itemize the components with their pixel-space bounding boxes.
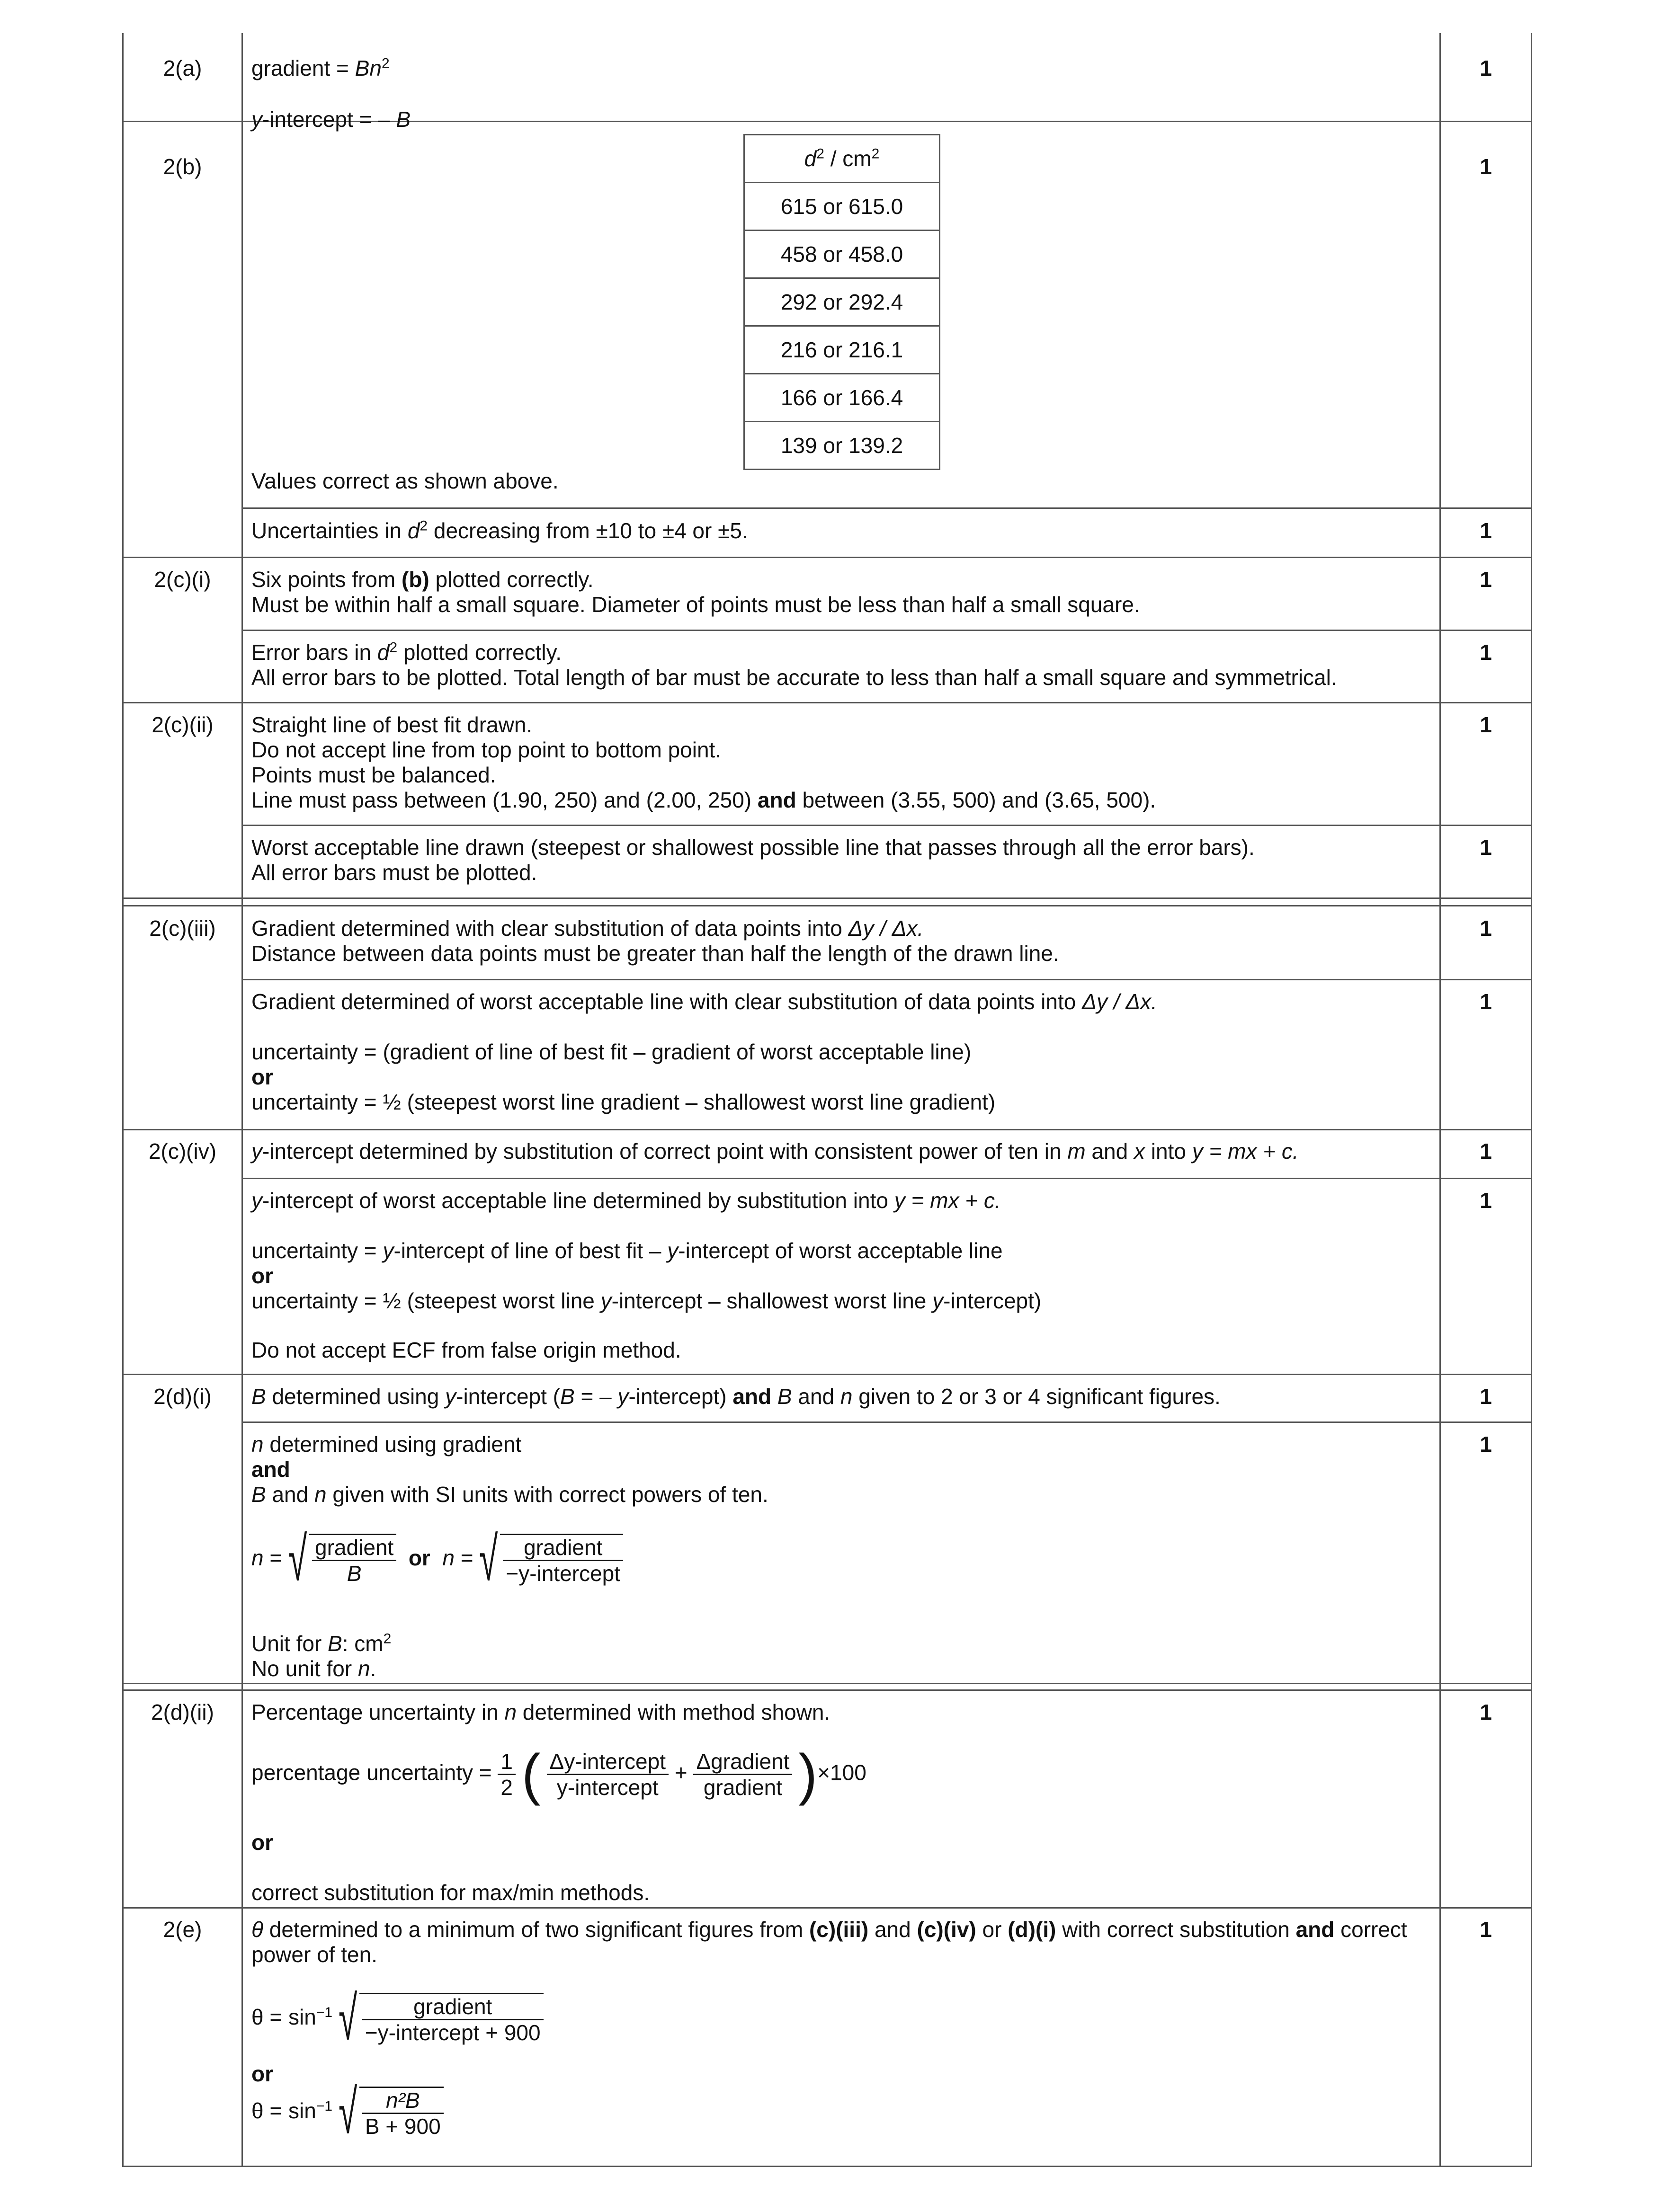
criterion-text: Gradient determined with clear substitution of data points into Δy / Δx.	[251, 916, 924, 941]
gradient-expression: gradient = $Bn^2$	[251, 55, 390, 80]
row-divider	[124, 1907, 1531, 1909]
criterion-text: Do not accept line from top point to bottom point.	[251, 737, 722, 762]
values-note: Values correct as shown above.	[251, 469, 559, 493]
mark-scheme-table	[122, 33, 1532, 2167]
criterion-text: uncertainty = ½ (steepest worst line gradient – shallowest worst line gradient)	[251, 1090, 996, 1114]
criterion-text: Worst acceptable line drawn (steepest or shallowest possible line that passes through all the error bars).	[251, 835, 1255, 860]
row-divider	[124, 557, 1531, 558]
criterion-text: Must be within half a small square. Diameter of points must be less than half a small square.	[251, 592, 1140, 617]
criterion-text: B and n given with SI units with correct powers of ten.	[251, 1482, 768, 1507]
mark-value: 1	[1480, 712, 1492, 737]
criterion-text: power of ten.	[251, 1942, 377, 1967]
mark-value: 1	[1480, 640, 1492, 665]
criterion-text: uncertainty = ½ (steepest worst line y-intercept – shallowest worst line y-intercept)	[251, 1288, 1042, 1313]
row-divider	[124, 1129, 1531, 1130]
row-divider	[124, 1689, 1531, 1691]
question-label: 2(d)(ii)	[151, 1700, 214, 1724]
subrow-divider	[241, 507, 1531, 509]
mark-value: 1	[1480, 56, 1492, 80]
question-label: 2(b)	[163, 154, 202, 179]
mark-value: 1	[1480, 916, 1492, 941]
d2-table-cell: 292 or 292.4	[745, 279, 939, 327]
theta-formula-1: $\theta = \sin^{-1}$ √ $\frac{\text{gradient}}{\text{−y-intercept + 900}}$	[251, 1993, 544, 2045]
mark-value: 1	[1480, 1700, 1492, 1724]
or-connector: or	[251, 2061, 273, 2086]
criterion-text: B determined using y-intercept (B = – y-intercept) and B and n given to 2 or 3 or 4 significant figures.	[251, 1384, 1221, 1409]
question-label: 2(c)(i)	[154, 567, 211, 592]
criterion-text: All error bars must be plotted.	[251, 860, 537, 885]
or-connector: or	[251, 1065, 273, 1089]
d2-table-cell: 615 or 615.0	[745, 183, 939, 231]
subrow-divider	[241, 979, 1531, 980]
mark-value: 1	[1480, 567, 1492, 592]
criterion-text: uncertainty = (gradient of line of best fit – gradient of worst acceptable line)	[251, 1039, 972, 1064]
row-divider	[124, 702, 1531, 703]
mark-value: 1	[1480, 1917, 1492, 1942]
subrow-divider	[241, 1178, 1531, 1179]
row-divider	[124, 1374, 1531, 1375]
unit-note: Unit for B: $cm^2$	[251, 1631, 392, 1656]
d2-table-cell: 139 or 139.2	[745, 422, 939, 470]
d2-table-cell: 458 or 458.0	[745, 231, 939, 279]
criterion-text: correct substitution for max/min methods.	[251, 1880, 650, 1905]
n-formula: n = √ $\frac{\text{gradient}}{B}$ or n = √ $\frac{\text{gradient}}{\text{−y-intercept}}$	[251, 1534, 623, 1586]
theta-formula-2: $\theta = \sin^{-1}$ √ $\frac{\text{n²B}}{B + 900}$	[251, 2087, 444, 2139]
question-label: 2(c)(iii)	[149, 916, 216, 941]
d2-values-table	[743, 134, 940, 470]
question-label: 2(d)(i)	[153, 1384, 212, 1409]
criterion-text: y-intercept determined by substitution of correct point with consistent power of ten in m and x into y = mx + c.	[251, 1139, 1299, 1164]
question-label: 2(e)	[163, 1917, 202, 1942]
mark-value: 1	[1480, 1139, 1492, 1164]
question-label: 2(c)(ii)	[152, 712, 214, 737]
row-divider	[124, 905, 1531, 906]
y-intercept-expression: y-intercept = – B	[251, 107, 411, 132]
and-connector: and	[251, 1457, 290, 1482]
or-connector: or	[251, 1830, 273, 1855]
uncertainty-statement: Uncertainties in $d^2$ decreasing from ±10 to ±4 or ±5.	[251, 518, 748, 543]
subrow-divider	[241, 1421, 1531, 1423]
mark-value: 1	[1480, 154, 1492, 179]
d2-table-cell: 166 or 166.4	[745, 374, 939, 422]
percentage-uncertainty-formula: percentage uncertainty = $\frac{1}{2}$ ( $\frac{\text{Δy-intercept}}{\text{y-intercept}}$ + $\frac{\text{Δgradient}}{\text{gradient}}$ )×100	[251, 1742, 866, 1806]
criterion-text: Error bars in $d^2$ plotted correctly.	[251, 640, 562, 665]
column-divider	[241, 33, 243, 2166]
mark-value: 1	[1480, 518, 1492, 543]
criterion-text: Points must be balanced.	[251, 763, 496, 787]
question-label: 2(c)(iv)	[148, 1139, 217, 1164]
criterion-text: Percentage uncertainty in n determined with method shown.	[251, 1700, 830, 1724]
d2-table-cell: 216 or 216.1	[745, 327, 939, 374]
criterion-text: Straight line of best fit drawn.	[251, 712, 533, 737]
row-divider	[124, 897, 1531, 899]
column-divider	[1439, 33, 1441, 2166]
unit-note: No unit for n.	[251, 1656, 376, 1681]
criterion-text: Line must pass between (1.90, 250) and (2.00, 250) and between (3.55, 500) and (3.65, 500).	[251, 788, 1156, 812]
subrow-divider	[241, 630, 1531, 631]
criterion-text: n determined using gradient	[251, 1432, 522, 1457]
criterion-text: y-intercept of worst acceptable line determined by substitution into y = mx + c.	[251, 1188, 1001, 1213]
criterion-text: uncertainty = y-intercept of line of best fit – y-intercept of worst acceptable line	[251, 1238, 1003, 1263]
criterion-text: Do not accept ECF from false origin method.	[251, 1338, 681, 1362]
criterion-text: θ determined to a minimum of two significant figures from (c)(iii) and (c)(iv) or (d)(i) with correct substitution and correct	[251, 1917, 1407, 1942]
mark-value: 1	[1480, 1188, 1492, 1213]
mark-value: 1	[1480, 835, 1492, 860]
criterion-text: Distance between data points must be greater than half the length of the drawn line.	[251, 941, 1059, 966]
criterion-text: Gradient determined of worst acceptable line with clear substitution of data points into Δy / Δx.	[251, 989, 1157, 1014]
question-label: 2(a)	[163, 56, 202, 80]
subrow-divider	[241, 825, 1531, 826]
row-divider	[124, 1683, 1531, 1684]
mark-value: 1	[1480, 989, 1492, 1014]
mark-value: 1	[1480, 1432, 1492, 1457]
mark-value: 1	[1480, 1384, 1492, 1409]
criterion-text: All error bars to be plotted. Total length of bar must be accurate to less than half a small square and symmetrical.	[251, 665, 1337, 690]
criterion-text: Six points from (b) plotted correctly.	[251, 567, 594, 592]
d2-table-header: $d^2 / cm^2$	[745, 135, 939, 183]
or-connector: or	[251, 1263, 273, 1288]
